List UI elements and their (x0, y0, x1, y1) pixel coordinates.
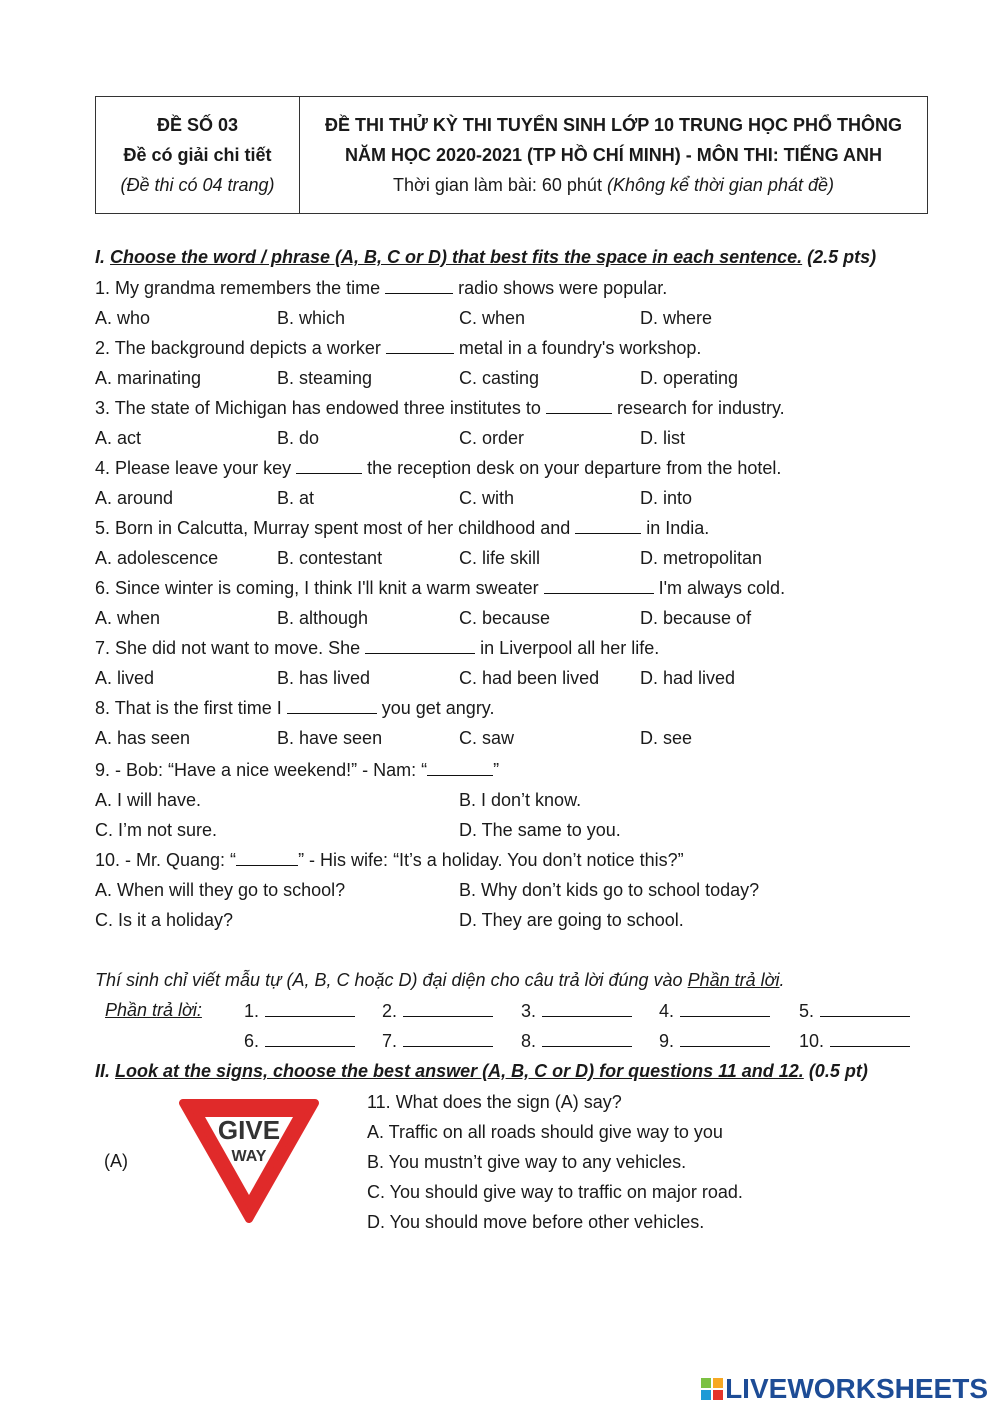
answer-slot-line[interactable] (830, 1030, 910, 1047)
question-5-option-c[interactable]: C. life skill (459, 548, 541, 568)
section-1-heading (95, 247, 876, 268)
question-8-option-c[interactable]: C. saw (459, 728, 515, 748)
question-8-option-b[interactable]: B. have seen (277, 728, 383, 748)
answer-blank[interactable] (287, 697, 377, 714)
answer-slot-number: 3. (521, 1001, 537, 1021)
answer-slot-4 (659, 1000, 770, 1022)
instruction-text: Thí sinh chỉ viết mẫu tự (A, B, C hoặc D) đại diện cho câu trả lời đúng vào (95, 970, 688, 990)
exam-duration-note: (Không kể thời gian phát đề) (606, 175, 834, 195)
question-11-option-a[interactable]: A. Traffic on all roads should give way to you (367, 1122, 723, 1142)
question-stem-text: 8. That is the first time I (95, 698, 287, 718)
question-1-option-b[interactable]: B. which (277, 308, 346, 328)
question-10-option-b[interactable]: B. Why don’t kids go to school today? (459, 880, 760, 900)
answer-slot-line[interactable] (820, 1000, 910, 1017)
question-3-option-c[interactable]: C. order (459, 428, 525, 448)
instruction-end: . (779, 970, 785, 990)
question-1-option-a[interactable]: A. who (95, 308, 151, 328)
question-7-option-b[interactable]: B. has lived (277, 668, 371, 688)
give-way-sign-icon (175, 1095, 323, 1225)
question-4-option-c[interactable]: C. with (459, 488, 515, 508)
question-stem-text: ” - His wife: “It’s a holiday. You don’t notice this?” (298, 850, 684, 870)
question-stem-text: 10. - Mr. Quang: “ (95, 850, 237, 870)
question-1-option-c[interactable]: C. when (459, 308, 526, 328)
answer-slot-number: 7. (382, 1031, 398, 1051)
question-10-stem (95, 849, 684, 871)
question-7-stem (95, 637, 659, 659)
answer-blank[interactable] (365, 637, 475, 654)
question-5-option-b[interactable]: B. contestant (277, 548, 383, 568)
answer-slot-1 (244, 1000, 355, 1022)
sign-word-give: GIVE (217, 1115, 281, 1145)
question-9-option-d[interactable]: D. The same to you. (459, 820, 621, 840)
question-2-option-c[interactable]: C. casting (459, 368, 540, 388)
question-6-option-a[interactable]: A. when (95, 608, 161, 628)
question-9-option-c[interactable]: C. I’m not sure. (95, 820, 218, 840)
answer-slot-number: 5. (799, 1001, 815, 1021)
answer-slot-line[interactable] (680, 1000, 770, 1017)
section-2-heading (95, 1061, 868, 1082)
question-4-option-d[interactable]: D. into (640, 488, 693, 508)
answer-slot-number: 2. (382, 1001, 398, 1021)
instruction-link: Phần trả lời (687, 970, 780, 990)
answer-slot-line[interactable] (403, 1030, 493, 1047)
section-1-title: Choose the word / phrase (A, B, C or D) that best fits the space in each sentence. (110, 247, 803, 267)
question-2-option-d[interactable]: D. operating (640, 368, 739, 388)
question-stem-text: in Liverpool all her life. (475, 638, 660, 658)
exam-header (95, 96, 928, 214)
answer-slot-8 (521, 1030, 632, 1052)
question-8-option-a[interactable]: A. has seen (95, 728, 191, 748)
answer-slot-number: 8. (521, 1031, 537, 1051)
answer-slot-line[interactable] (265, 1030, 355, 1047)
question-7-option-d[interactable]: D. had lived (640, 668, 736, 688)
section-1-number: I. (95, 247, 111, 267)
question-3-stem (95, 397, 785, 419)
question-5-stem (95, 517, 709, 539)
section-2-points: (0.5 pt) (803, 1061, 868, 1081)
section-2-title: Look at the signs, choose the best answer (A, B, C or D) for questions 11 and 12. (115, 1061, 804, 1081)
question-2-option-b[interactable]: B. steaming (277, 368, 373, 388)
exam-time-line (300, 170, 927, 200)
question-9-option-b[interactable]: B. I don’t know. (459, 790, 582, 810)
question-11-option-c[interactable]: C. You should give way to traffic on major road. (367, 1182, 743, 1202)
question-6-option-c[interactable]: C. because (459, 608, 551, 628)
answer-slot-7 (382, 1030, 493, 1052)
answer-slot-number: 9. (659, 1031, 675, 1051)
question-10-option-a[interactable]: A. When will they go to school? (95, 880, 346, 900)
question-8-option-d[interactable]: D. see (640, 728, 693, 748)
liveworksheets-logo (701, 1373, 988, 1405)
question-stem-text: 5. Born in Calcutta, Murray spent most of her childhood and (95, 518, 576, 538)
question-2-stem (95, 337, 701, 359)
section-1-points: (2.5 pts) (802, 247, 877, 267)
answer-blank[interactable] (575, 517, 641, 534)
answer-slot-line[interactable] (403, 1000, 493, 1017)
question-2-option-a[interactable]: A. marinating (95, 368, 202, 388)
question-9-stem (95, 759, 499, 781)
answer-blank[interactable] (236, 849, 298, 866)
answer-blank[interactable] (427, 759, 493, 776)
question-stem-text: 6. Since winter is coming, I think I'll knit a warm sweater (95, 578, 544, 598)
question-6-option-d[interactable]: D. because of (640, 608, 752, 628)
answer-slot-2 (382, 1000, 493, 1022)
answer-blank[interactable] (546, 397, 612, 414)
liveworksheets-logo-icon (701, 1378, 723, 1400)
answer-blank[interactable] (544, 577, 654, 594)
question-1-option-d[interactable]: D. where (640, 308, 713, 328)
question-4-stem (95, 457, 781, 479)
question-stem-text: 9. - Bob: “Have a nice weekend!” - Nam: “ (95, 760, 428, 780)
question-stem-text: the reception desk on your departure from the hotel. (362, 458, 782, 478)
answer-slot-line[interactable] (265, 1000, 355, 1017)
question-11-option-b[interactable]: B. You mustn’t give way to any vehicles. (367, 1152, 687, 1172)
question-3-option-b[interactable]: B. do (277, 428, 320, 448)
question-stem-text: metal in a foundry's workshop. (453, 338, 702, 358)
question-3-option-d[interactable]: D. list (640, 428, 685, 448)
exam-pages-note: (Đề thi có 04 trang) (120, 175, 275, 195)
question-11-option-d[interactable]: D. You should move before other vehicles. (367, 1212, 705, 1232)
answer-slot-number: 1. (244, 1001, 260, 1021)
answer-slot-6 (244, 1030, 355, 1052)
question-stem-text: radio shows were popular. (453, 278, 668, 298)
answer-slot-line[interactable] (542, 1000, 632, 1017)
question-3-option-a[interactable]: A. act (95, 428, 142, 448)
question-6-stem (95, 577, 785, 599)
question-10-option-c[interactable]: C. Is it a holiday? (95, 910, 234, 930)
exam-solution-note: Đề có giải chi tiết (123, 145, 272, 165)
question-10-option-d[interactable]: D. They are going to school. (459, 910, 684, 930)
question-stem-text: in India. (641, 518, 710, 538)
answer-blank[interactable] (385, 277, 453, 294)
section-2-number: II. (95, 1061, 116, 1081)
exam-code-cell (96, 97, 300, 213)
answer-blank[interactable] (386, 337, 454, 354)
answer-slot-3 (521, 1000, 632, 1022)
question-stem-text: ” (493, 760, 500, 780)
answer-instruction (95, 970, 785, 991)
liveworksheets-logo-text: LIVEWORKSHEETS (725, 1373, 988, 1404)
sign-word-way: WAY (231, 1148, 267, 1165)
answer-slot-line[interactable] (542, 1030, 632, 1047)
exam-duration: Thời gian làm bài: 60 phút (393, 175, 607, 195)
question-stem-text: 4. Please leave your key (95, 458, 297, 478)
question-6-option-b[interactable]: B. although (277, 608, 369, 628)
question-stem-text: 1. My grandma remembers the time (95, 278, 386, 298)
question-8-stem (95, 697, 494, 719)
answer-blank[interactable] (296, 457, 362, 474)
exam-title-line1: ĐỀ THI THỬ KỲ THI TUYỂN SINH LỚP 10 TRUNG HỌC PHỔ THÔNG (325, 115, 902, 135)
answer-slot-10 (799, 1030, 910, 1052)
question-stem-text: 3. The state of Michigan has endowed three institutes to (95, 398, 546, 418)
question-7-option-a[interactable]: A. lived (95, 668, 155, 688)
exam-title-cell (300, 97, 927, 213)
sign-a-label: (A) (104, 1151, 128, 1171)
exam-title-line2: NĂM HỌC 2020-2021 (TP HỒ CHÍ MINH) - MÔN THI: TIẾNG ANH (344, 145, 883, 165)
exam-number: ĐỀ SỐ 03 (156, 115, 239, 135)
question-stem-text: 2. The background depicts a worker (95, 338, 386, 358)
question-4-option-b[interactable]: B. at (277, 488, 315, 508)
question-stem-text: you get angry. (376, 698, 495, 718)
question-stem-text: research for industry. (611, 398, 785, 418)
answer-slot-line[interactable] (680, 1030, 770, 1047)
answer-label: Phần trả lời: (105, 1000, 202, 1020)
answer-slot-number: 6. (244, 1031, 260, 1051)
answer-slot-9 (659, 1030, 770, 1052)
question-5-option-d[interactable]: D. metropolitan (640, 548, 763, 568)
answer-slot-number: 10. (799, 1031, 825, 1051)
question-1-stem (95, 277, 667, 299)
question-9-option-a[interactable]: A. I will have. (95, 790, 202, 810)
answer-slot-number: 4. (659, 1001, 675, 1021)
question-stem-text: I'm always cold. (653, 578, 786, 598)
question-11-stem: 11. What does the sign (A) say? (367, 1092, 622, 1112)
question-4-option-a[interactable]: A. around (95, 488, 174, 508)
answer-slot-5 (799, 1000, 910, 1022)
question-7-option-c[interactable]: C. had been lived (459, 668, 600, 688)
question-stem-text: 7. She did not want to move. She (95, 638, 366, 658)
question-5-option-a[interactable]: A. adolescence (95, 548, 219, 568)
